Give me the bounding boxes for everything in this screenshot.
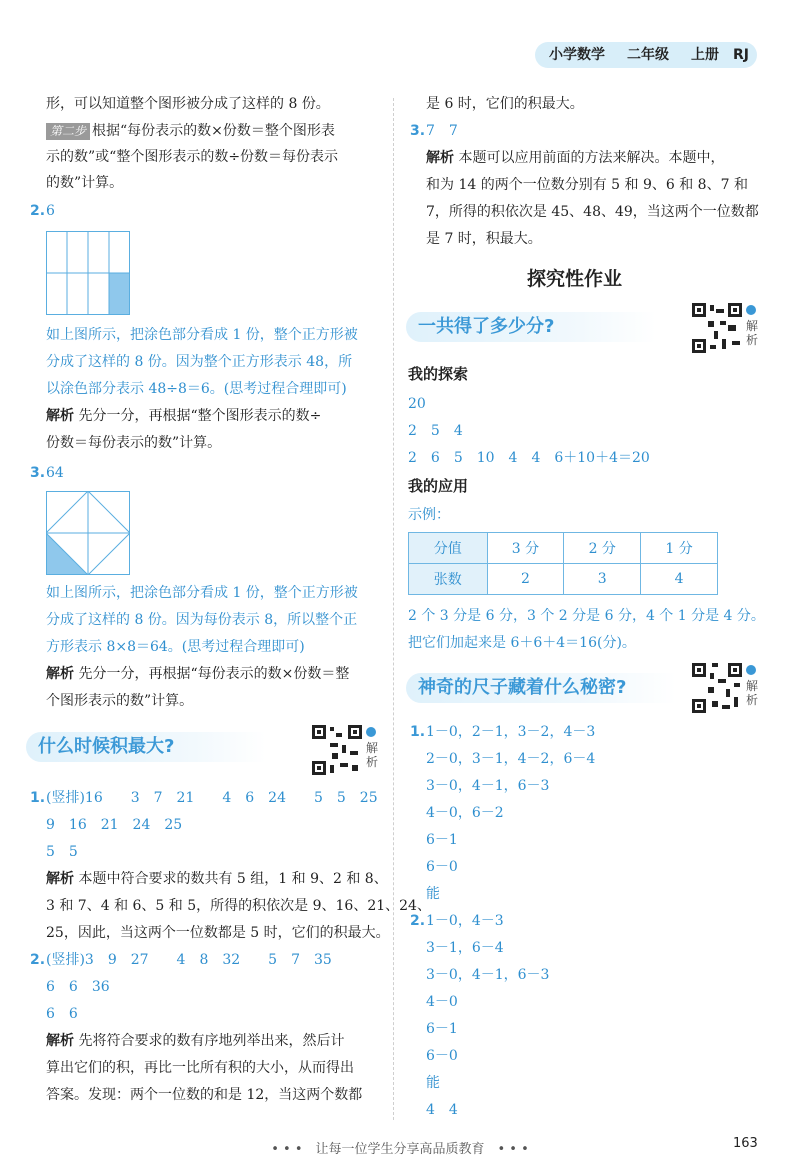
table-cell: 3 (564, 564, 641, 595)
q2-analysis-text1: 先分一分，再根据“整个图形表示的数÷ (78, 408, 322, 424)
s3-q2-line: 4 4 (426, 1102, 458, 1118)
r-q3-number: 3. (410, 123, 426, 139)
r-q3-analysis-line4: 是 7 时，积最大。 (426, 231, 542, 247)
s3-q1-number: 1. (410, 724, 426, 740)
q2-shaded-cell (109, 273, 129, 314)
section-title-total-score: 一共得了多少分? (418, 316, 555, 337)
q3-analysis-text1: 先分一分，再根据“每份表示的数×份数＝整 (78, 666, 350, 682)
s3-q1-line: 6－0 (426, 859, 458, 875)
table-cell: 1 分 (641, 533, 718, 564)
q2-answer: 6 (46, 203, 55, 219)
apply-line1: 2 个 3 分是 6 分，3 个 2 分是 6 分，4 个 1 分是 4 分。 (408, 608, 765, 624)
s3-q1-line: 6－1 (426, 832, 458, 848)
play-icon (746, 305, 756, 315)
explore-line3: 2 6 5 10 4 4 6＋10＋4＝20 (408, 450, 650, 466)
s3-q1-line: 3－0，4－1，6－3 (426, 778, 550, 794)
r-q3-analysis-line1 (426, 148, 724, 168)
q3-answer-line3: 方形表示 8×8＝64。(思考过程合理即可) (46, 639, 305, 655)
table-cell: 分值 (409, 533, 488, 564)
r-q3-analysis-line2: 和为 14 的两个一位数分别有 5 和 9、6 和 8、7 和 (426, 177, 748, 193)
s1-q2-number: 2. (30, 952, 46, 968)
step2-line1 (46, 121, 335, 141)
table-cell: 张数 (409, 564, 488, 595)
s1-q2-analysis-label: 解析 (46, 1033, 74, 1049)
step2-tag: 第二步 (46, 123, 90, 140)
r-q3-analysis-text1: 本题可以应用前面的方法来解决。本题中， (458, 150, 725, 166)
qr-caption: 解析 (366, 741, 379, 769)
s1-q1-analysis-line2: 3 和 7、4 和 6、5 和 5，所得的积依次是 9、16、21、24、 (46, 898, 431, 914)
apply-line2: 把它们加起来是 6＋6＋4＝16(分)。 (408, 635, 636, 651)
s1-q2-analysis-line2: 算出它们的积，再比一比所有积的大小，从而得出 (46, 1060, 354, 1076)
qr-caption: 解析 (746, 319, 759, 347)
table-cell: 2 (487, 564, 564, 595)
q2-grid-figure (46, 231, 130, 315)
q2-analysis-label: 解析 (46, 408, 74, 424)
s3-q1-line: 1－0，2－1，3－2，4－3 (426, 724, 596, 740)
header-grade: 二年级 (627, 47, 669, 63)
section-banner-total-score (406, 312, 656, 342)
q2-analysis-line2: 份数＝每份表示的数”计算。 (46, 435, 222, 451)
step2-text1: 根据“每份表示的数×份数＝整个图形表 (92, 123, 335, 139)
q2-answer-line1: 如上图所示，把涂色部分看成 1 份，整个正方形被 (46, 327, 358, 343)
s1-q2-analysis-line1 (46, 1031, 344, 1051)
table-row (409, 564, 718, 595)
s1-q2-analysis-text1: 先将符合要求的数有序地列举出来，然后计 (78, 1033, 345, 1049)
play-icon (366, 727, 376, 737)
explore-line2: 2 5 4 (408, 423, 463, 439)
s1-q1-analysis-label: 解析 (46, 871, 74, 887)
s1-q2-line1: (竖排)3 9 27 4 8 32 5 7 35 (46, 952, 332, 968)
section-banner-ruler-secret (406, 673, 676, 703)
header-subject: 小学数学 (549, 47, 605, 63)
q3-answer-line2: 分成了这样的 8 份。因为每份表示 8，所以整个正 (46, 612, 358, 628)
score-table (408, 532, 718, 595)
s3-q2-number: 2. (410, 913, 426, 929)
s1-q1-line2: 9 16 21 24 25 (46, 817, 183, 833)
section-title-ruler-secret: 神奇的尺子藏着什么秘密? (418, 677, 627, 698)
right-cont-line: 是 6 时，它们的积最大。 (426, 96, 584, 112)
table-cell: 4 (641, 564, 718, 595)
s3-q2-line: 能 (426, 1075, 440, 1091)
s3-q2-line: 3－0，4－1，6－3 (426, 967, 550, 983)
s1-q2-analysis-line3: 答案。发现：两个一位数的和是 12，当这两个数都 (46, 1087, 363, 1103)
q3-analysis-label: 解析 (46, 666, 74, 682)
table-cell: 2 分 (564, 533, 641, 564)
column-divider (393, 98, 394, 1120)
example-label: 示例： (408, 507, 450, 523)
left-line1: 形，可以知道整个图形被分成了这样的 8 份。 (46, 96, 330, 112)
q2-number: 2. (30, 203, 46, 219)
q3-analysis-line2: 个图形表示的数”计算。 (46, 693, 194, 709)
step2-line2: 示的数”或“整个图形表示的数÷份数＝每份表示 (46, 149, 339, 165)
table-row (409, 533, 718, 564)
q2-answer-line3: 以涂色部分表示 48÷8＝6。(思考过程合理即可) (46, 381, 347, 397)
s1-q2-line3: 6 6 (46, 1006, 78, 1022)
q2-analysis-line1 (46, 406, 321, 426)
s3-q2-line: 4－0 (426, 994, 458, 1010)
q3-answer: 64 (46, 465, 64, 481)
s1-q1-analysis-text1: 本题中符合要求的数共有 5 组，1 和 9、2 和 8、 (78, 871, 388, 887)
qr-code-icon[interactable] (692, 303, 742, 353)
r-q3-analysis-label: 解析 (426, 150, 454, 166)
s3-q2-line: 6－1 (426, 1021, 458, 1037)
s3-q2-line: 1－0，4－3 (426, 913, 504, 929)
s1-q2-line2: 6 6 36 (46, 979, 110, 995)
q3-answer-line1: 如上图所示，把涂色部分看成 1 份，整个正方形被 (46, 585, 358, 601)
apply-heading: 我的应用 (408, 477, 469, 495)
s3-q2-line: 6－0 (426, 1048, 458, 1064)
r-q3-analysis-line3: 7，所得的积依次是 45、48、49，当这两个一位数都 (426, 204, 759, 220)
s3-q1-line: 2－0，3－1，4－2，6－4 (426, 751, 596, 767)
header-edition: RJ (733, 47, 749, 63)
footer-slogan: • • • 让每一位学生分享高品质教育 • • • (271, 1142, 529, 1157)
explore-line1: 20 (408, 396, 426, 412)
step2-line3: 的数”计算。 (46, 175, 124, 191)
s3-q2-line: 3－1，6－4 (426, 940, 504, 956)
qr-code-icon[interactable] (312, 725, 362, 775)
s1-q1-analysis-line1 (46, 869, 388, 889)
s1-q1-line1: (竖排)16 3 7 21 4 6 24 5 5 25 (46, 790, 378, 806)
header-pill (535, 42, 757, 68)
q3-number: 3. (30, 465, 46, 481)
q2-answer-line2: 分成了这样的 8 份。因为整个正方形表示 48，所 (46, 354, 353, 370)
table-cell: 3 分 (487, 533, 564, 564)
section-banner-max-product (26, 732, 266, 762)
s1-q1-analysis-line3: 25，因此，当这两个一位数都是 5 时，它们的积最大。 (46, 925, 390, 941)
s1-q1-line3: 5 5 (46, 844, 78, 860)
q3-analysis-line1 (46, 664, 349, 684)
play-icon (746, 665, 756, 675)
r-q3-answer: 7 7 (426, 123, 458, 139)
s3-q1-line: 4－0，6－2 (426, 805, 504, 821)
explore-heading: 我的探索 (408, 365, 469, 383)
qr-caption: 解析 (746, 679, 759, 707)
s1-q1-number: 1. (30, 790, 46, 806)
header-volume: 上册 (691, 47, 719, 63)
page-number: 163 (733, 1136, 758, 1151)
s3-q1-line: 能 (426, 886, 440, 902)
q3-diamond-figure (46, 491, 130, 575)
section-title-max-product: 什么时候积最大? (38, 736, 175, 757)
explore-homework-title: 探究性作业 (527, 268, 623, 290)
qr-code-icon[interactable] (692, 663, 742, 713)
